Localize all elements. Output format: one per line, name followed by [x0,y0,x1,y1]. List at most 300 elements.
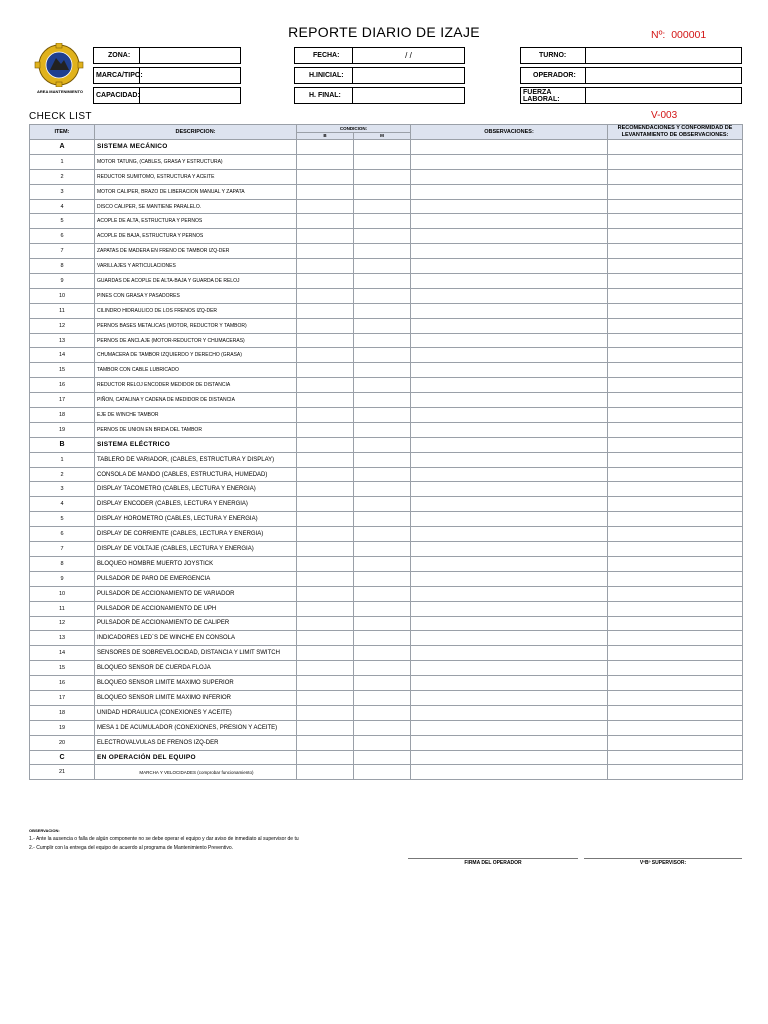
section-title: SISTEMA ELÉCTRICO [95,437,297,452]
item-description: GUARDAS DE ACOPLE DE ALTA-BAJA Y GUARDA DE RELOJ [95,274,297,289]
recommendation-cell[interactable] [608,154,743,169]
observation-cell[interactable] [411,214,608,229]
item-number: 18 [30,408,95,423]
condition-b-cell[interactable] [297,601,354,616]
item-number: 15 [30,661,95,676]
note-line-2: 2.- Cumplir con la entrega del equipo de acuerdo al programa de Mantenimiento Preventivo. [29,845,234,851]
table-row [30,690,743,705]
condition-b-cell[interactable] [297,333,354,348]
table-row [30,184,743,199]
condition-m-cell[interactable] [354,214,411,229]
item-number: 7 [30,244,95,259]
item-description: MESA 1 DE ACUMULADOR (CONEXIONES, PRESION Y ACEITE) [95,720,297,735]
observation-cell[interactable] [411,661,608,676]
condition-m-cell[interactable] [354,437,411,452]
condition-m-cell[interactable] [354,556,411,571]
recommendation-cell[interactable] [608,690,743,705]
table-row [30,378,743,393]
table-row [30,274,743,289]
condition-m-cell[interactable] [354,318,411,333]
observation-cell[interactable] [411,318,608,333]
recommendation-cell[interactable] [608,750,743,765]
item-number: 14 [30,348,95,363]
table-row [30,646,743,661]
condition-m-cell[interactable] [354,571,411,586]
condition-b-cell[interactable] [297,184,354,199]
condition-m-cell[interactable] [354,482,411,497]
item-description: DISPLAY ENCODER (CABLES, LECTURA Y ENERGIA) [95,497,297,512]
item-number: 17 [30,393,95,408]
hora-final-field[interactable] [294,87,465,104]
item-description: REDUCTOR SUMITOMO, ESTRUCTURA Y ACEITE [95,169,297,184]
condition-m-cell[interactable] [354,422,411,437]
condition-m-cell[interactable] [354,393,411,408]
recommendation-cell[interactable] [608,571,743,586]
table-row [30,169,743,184]
recommendation-cell[interactable] [608,601,743,616]
item-description: CILINDRO HIDRAULICO DE LOS FRENOS IZQ-DER [95,303,297,318]
item-description: REDUCTOR RELOJ ENCODER MEDIDOR DE DISTANCIA [95,378,297,393]
recommendation-cell[interactable] [608,705,743,720]
item-number: 10 [30,288,95,303]
observation-cell[interactable] [411,363,608,378]
item-description: BLOQUEO SENSOR LIMITE MAXIMO SUPERIOR [95,676,297,691]
item-description: CHUMACERA DE TAMBOR IZQUIERDO Y DERECHO (GRASA) [95,348,297,363]
condition-m-cell[interactable] [354,676,411,691]
item-description: PIÑON, CATALINA Y CADENA DE MEDIDOR DE DISTANCIA [95,393,297,408]
operador-label: OPERADOR: [521,68,586,83]
item-description: DISPLAY DE VOLTAJE (CABLES, LECTURA Y ENERGIA) [95,542,297,557]
item-description: PULSADOR DE ACCIONAMIENTO DE UPH [95,601,297,616]
item-number: 8 [30,259,95,274]
turno-value[interactable] [586,48,741,63]
turno-label: TURNO: [521,48,586,63]
number-value: 000001 [671,29,707,41]
condition-m-cell[interactable] [354,631,411,646]
condition-m-cell[interactable] [354,378,411,393]
condition-b-cell[interactable] [297,646,354,661]
table-row [30,288,743,303]
capacidad-value[interactable] [140,88,240,103]
table-row [30,154,743,169]
col-condicion-m: M [354,132,411,140]
section-code: A [30,140,95,155]
condition-m-cell[interactable] [354,720,411,735]
condition-b-cell[interactable] [297,393,354,408]
observation-notes [29,828,299,854]
table-row [30,229,743,244]
observation-cell[interactable] [411,184,608,199]
condition-b-cell[interactable] [297,735,354,750]
observation-cell[interactable] [411,676,608,691]
condition-b-cell[interactable] [297,467,354,482]
observation-cell[interactable] [411,616,608,631]
recommendation-cell[interactable] [608,437,743,452]
operator-signature-label: FIRMA DEL OPERADOR [464,860,522,866]
recommendation-cell[interactable] [608,676,743,691]
observation-cell[interactable] [411,288,608,303]
recommendation-cell[interactable] [608,184,743,199]
table-row [30,318,743,333]
hora-final-label: H. FINAL: [295,88,353,103]
item-description: DISPLAY DE CORRIENTE (CABLES, LECTURA Y ENERGIA) [95,527,297,542]
observation-cell[interactable] [411,542,608,557]
condition-b-cell[interactable] [297,229,354,244]
item-number: 19 [30,720,95,735]
recommendation-cell[interactable] [608,467,743,482]
recommendation-cell[interactable] [608,348,743,363]
section-row-c [30,750,743,765]
condition-b-cell[interactable] [297,631,354,646]
condition-b-cell[interactable] [297,363,354,378]
condition-m-cell[interactable] [354,288,411,303]
condition-b-cell[interactable] [297,169,354,184]
recommendation-cell[interactable] [608,452,743,467]
zona-label: ZONA: [94,48,140,63]
operador-value[interactable] [586,68,741,83]
table-row [30,497,743,512]
condition-b-cell[interactable] [297,408,354,423]
operador-field[interactable] [520,67,742,84]
observation-cell[interactable] [411,690,608,705]
condition-m-cell[interactable] [354,750,411,765]
recommendation-cell[interactable] [608,303,743,318]
item-description: BLOQUEO HOMBRE MUERTO JOYSTICK [95,556,297,571]
observation-cell[interactable] [411,527,608,542]
item-number: 10 [30,586,95,601]
condition-m-cell[interactable] [354,169,411,184]
recommendation-cell[interactable] [608,497,743,512]
condition-b-cell[interactable] [297,378,354,393]
table-row [30,199,743,214]
item-number: 13 [30,631,95,646]
fecha-label: FECHA: [295,48,353,63]
observation-cell[interactable] [411,750,608,765]
table-row [30,467,743,482]
condition-b-cell[interactable] [297,571,354,586]
marca-tipo-value[interactable] [140,68,240,83]
recommendation-cell[interactable] [608,631,743,646]
observation-cell[interactable] [411,259,608,274]
condition-m-cell[interactable] [354,467,411,482]
table-row [30,765,743,780]
condition-b-cell[interactable] [297,705,354,720]
recommendation-cell[interactable] [608,393,743,408]
observation-cell[interactable] [411,571,608,586]
observation-cell[interactable] [411,229,608,244]
recommendation-cell[interactable] [608,616,743,631]
item-description: ELECTROVALVULAS DE FRENOS IZQ-DER [95,735,297,750]
condition-m-cell[interactable] [354,765,411,780]
item-description: BLOQUEO SENSOR LIMITE MAXIMO INFERIOR [95,690,297,705]
condition-m-cell[interactable] [354,497,411,512]
item-description: BLOQUEO SENSOR DE CUERDA FLOJA [95,661,297,676]
item-number: 16 [30,378,95,393]
fecha-field[interactable] [294,47,465,64]
condition-m-cell[interactable] [354,661,411,676]
recommendation-cell[interactable] [608,646,743,661]
observation-cell[interactable] [411,333,608,348]
item-description: MOTOR CALIPER, BRAZO DE LIBERACION MANUAL Y ZAPATA [95,184,297,199]
observation-cell[interactable] [411,631,608,646]
observation-cell[interactable] [411,467,608,482]
condition-b-cell[interactable] [297,303,354,318]
condition-b-cell[interactable] [297,318,354,333]
item-number: 12 [30,616,95,631]
recommendation-cell[interactable] [608,259,743,274]
observation-cell[interactable] [411,646,608,661]
table-row [30,393,743,408]
col-condicion-b: B [297,132,354,140]
condition-m-cell[interactable] [354,184,411,199]
table-row [30,616,743,631]
item-number: 9 [30,274,95,289]
recommendation-cell[interactable] [608,482,743,497]
table-row [30,601,743,616]
item-number: 2 [30,169,95,184]
condition-b-cell[interactable] [297,140,354,155]
section-code: C [30,750,95,765]
recommendation-cell[interactable] [608,422,743,437]
condition-m-cell[interactable] [354,408,411,423]
observation-cell[interactable] [411,154,608,169]
table-row [30,512,743,527]
item-description: DISCO CALIPER, SE MANTIENE PARALELO. [95,199,297,214]
item-number: 19 [30,422,95,437]
fecha-value[interactable]: / / [405,51,412,60]
item-description: VARILLAJES Y ARTICULACIONES [95,259,297,274]
observation-cell[interactable] [411,556,608,571]
item-description: ACOPLE DE BAJA, ESTRUCTURA Y PERNOS [95,229,297,244]
supervisor-signature-label: VºBº SUPERVISOR: [639,860,687,866]
observation-cell[interactable] [411,140,608,155]
condition-m-cell[interactable] [354,586,411,601]
observation-cell[interactable] [411,378,608,393]
recommendation-cell[interactable] [608,333,743,348]
condition-b-cell[interactable] [297,616,354,631]
item-number: 3 [30,184,95,199]
item-number: 2 [30,467,95,482]
condition-m-cell[interactable] [354,244,411,259]
condition-b-cell[interactable] [297,482,354,497]
recommendation-cell[interactable] [608,765,743,780]
condition-m-cell[interactable] [354,512,411,527]
observation-cell[interactable] [411,601,608,616]
observation-cell[interactable] [411,348,608,363]
hora-inicial-field[interactable] [294,67,465,84]
condition-b-cell[interactable] [297,765,354,780]
condition-b-cell[interactable] [297,214,354,229]
condition-m-cell[interactable] [354,274,411,289]
observation-cell[interactable] [411,586,608,601]
recommendation-cell[interactable] [608,735,743,750]
item-description: MARCHA Y VELOCIDADES (comprobar funcionamiento) [95,765,297,780]
col-item: ITEM: [30,125,95,140]
observation-cell[interactable] [411,199,608,214]
item-description: PULSADOR DE ACCIONAMIENTO DE VARIADOR [95,586,297,601]
observation-cell[interactable] [411,408,608,423]
condition-b-cell[interactable] [297,542,354,557]
observation-cell[interactable] [411,422,608,437]
observation-cell[interactable] [411,705,608,720]
condition-m-cell[interactable] [354,452,411,467]
condition-b-cell[interactable] [297,422,354,437]
recommendation-cell[interactable] [608,661,743,676]
observation-cell[interactable] [411,765,608,780]
form-code: V-003 [651,110,678,121]
recommendation-cell[interactable] [608,244,743,259]
recommendation-cell[interactable] [608,527,743,542]
observation-cell[interactable] [411,720,608,735]
observation-cell[interactable] [411,303,608,318]
operator-signature-line [408,858,578,859]
condition-m-cell[interactable] [354,140,411,155]
section-row-b [30,437,743,452]
item-number: 4 [30,199,95,214]
table-row [30,422,743,437]
condition-b-cell[interactable] [297,452,354,467]
marca-tipo-field[interactable] [93,67,241,84]
checklist-table [29,124,743,780]
observation-cell[interactable] [411,452,608,467]
condition-b-cell[interactable] [297,437,354,452]
item-number: 12 [30,318,95,333]
table-row [30,348,743,363]
recommendation-cell[interactable] [608,140,743,155]
section-title: SISTEMA MECÁNICO [95,140,297,155]
logo-caption: AREA MANTENIMIENTO [37,89,83,94]
item-description: TABLERO DE VARIADOR, (CABLES, ESTRUCTURA Y DISPLAY) [95,452,297,467]
condition-m-cell[interactable] [354,154,411,169]
condition-m-cell[interactable] [354,527,411,542]
marca-tipo-label: MARCA/TIPO: [94,68,140,83]
table-row [30,214,743,229]
condition-b-cell[interactable] [297,259,354,274]
condition-m-cell[interactable] [354,705,411,720]
hora-inicial-value[interactable] [353,68,464,83]
condition-b-cell[interactable] [297,288,354,303]
observation-cell[interactable] [411,393,608,408]
condition-m-cell[interactable] [354,303,411,318]
item-number: 5 [30,214,95,229]
condition-b-cell[interactable] [297,154,354,169]
fuerza-laboral-field[interactable] [520,87,742,104]
section-title: EN OPERACIÓN DEL EQUIPO [95,750,297,765]
recommendation-cell[interactable] [608,542,743,557]
recommendation-cell[interactable] [608,288,743,303]
condition-m-cell[interactable] [354,363,411,378]
recommendation-cell[interactable] [608,512,743,527]
note-line-1: 1.- Ante la ausencia o falla de algún componente no se debe operar el equipo y dar aviso de inmediato al supervisor de tu [29,836,299,842]
col-observaciones: OBSERVACIONES: [411,125,608,140]
condition-m-cell[interactable] [354,616,411,631]
condition-b-cell[interactable] [297,199,354,214]
col-recomendaciones-line1: RECOMENDACIONES Y CONFORMIDAD DE [617,125,733,131]
fuerza-laboral-label: FUERZA LABORAL: [521,88,586,103]
recommendation-cell[interactable] [608,720,743,735]
recommendation-cell[interactable] [608,169,743,184]
zona-value[interactable] [140,48,240,63]
condition-b-cell[interactable] [297,750,354,765]
recommendation-cell[interactable] [608,556,743,571]
recommendation-cell[interactable] [608,318,743,333]
recommendation-cell[interactable] [608,586,743,601]
recommendation-cell[interactable] [608,363,743,378]
item-number: 11 [30,601,95,616]
item-number: 6 [30,229,95,244]
observation-cell[interactable] [411,169,608,184]
item-description: ZAPATAS DE MADERA EN FRENO DE TAMBOR IZQ-DER [95,244,297,259]
item-number: 20 [30,735,95,750]
table-row [30,586,743,601]
hora-inicial-label: H.INICIAL: [295,68,353,83]
condition-m-cell[interactable] [354,542,411,557]
document-number [651,29,706,41]
item-number: 18 [30,705,95,720]
condition-b-cell[interactable] [297,690,354,705]
hora-final-value[interactable] [353,88,464,103]
observation-cell[interactable] [411,437,608,452]
col-recomendaciones-line2: LEVANTAMIENTO DE OBSERVACIONES: [621,132,729,138]
condition-m-cell[interactable] [354,735,411,750]
condition-m-cell[interactable] [354,333,411,348]
condition-b-cell[interactable] [297,661,354,676]
condition-b-cell[interactable] [297,512,354,527]
condition-m-cell[interactable] [354,601,411,616]
zona-field[interactable] [93,47,241,64]
capacidad-field[interactable] [93,87,241,104]
observation-cell[interactable] [411,274,608,289]
condition-m-cell[interactable] [354,690,411,705]
item-number: 15 [30,363,95,378]
fuerza-laboral-value[interactable] [586,88,741,103]
item-description: CONSOLA DE MANDO (CABLES, ESTRUCTURA, HUMEDAD) [95,467,297,482]
condition-m-cell[interactable] [354,229,411,244]
recommendation-cell[interactable] [608,214,743,229]
observation-cell[interactable] [411,482,608,497]
condition-m-cell[interactable] [354,199,411,214]
recommendation-cell[interactable] [608,378,743,393]
recommendation-cell[interactable] [608,199,743,214]
item-description: EJE DE WINCHE TAMBOR [95,408,297,423]
item-description: DISPLAY HOROMETRO (CABLES, LECTURA Y ENERGIA) [95,512,297,527]
condition-b-cell[interactable] [297,497,354,512]
condition-b-cell[interactable] [297,348,354,363]
turno-field[interactable] [520,47,742,64]
condition-b-cell[interactable] [297,586,354,601]
condition-b-cell[interactable] [297,556,354,571]
condition-b-cell[interactable] [297,274,354,289]
condition-m-cell[interactable] [354,259,411,274]
item-number: 9 [30,571,95,586]
recommendation-cell[interactable] [608,408,743,423]
item-description: UNIDAD HIDRAULICA (CONEXIONES Y ACEITE) [95,705,297,720]
condition-m-cell[interactable] [354,348,411,363]
observation-cell[interactable] [411,512,608,527]
condition-b-cell[interactable] [297,527,354,542]
observation-cell[interactable] [411,244,608,259]
condition-b-cell[interactable] [297,720,354,735]
recommendation-cell[interactable] [608,274,743,289]
condition-b-cell[interactable] [297,676,354,691]
item-description: TAMBOR CON CABLE LUBRICADO [95,363,297,378]
checklist-title: CHECK LIST [29,111,92,122]
observation-cell[interactable] [411,497,608,512]
observation-cell[interactable] [411,735,608,750]
condition-m-cell[interactable] [354,646,411,661]
recommendation-cell[interactable] [608,229,743,244]
condition-b-cell[interactable] [297,244,354,259]
